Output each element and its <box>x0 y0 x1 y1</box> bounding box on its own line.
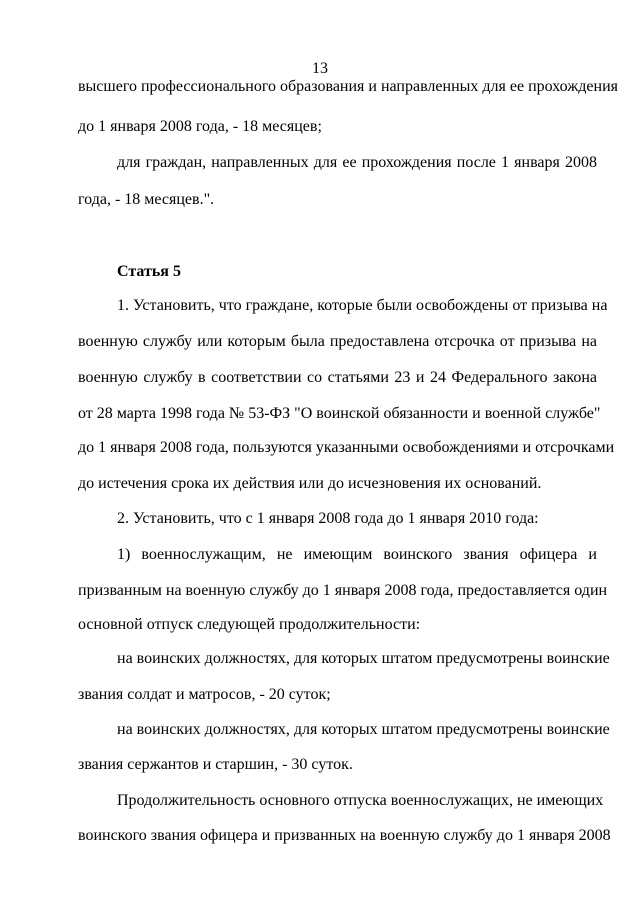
text-line-4: года, - 18 месяцев.". <box>78 191 215 208</box>
text-line-21: воинского звания офицера и призванных на военную службу до 1 января 2008 <box>78 827 611 844</box>
text-line-17: звания солдат и матросов, - 20 суток; <box>78 686 331 703</box>
text-line-9: от 28 марта 1998 года № 53-ФЗ "О воинской обязанности и военной службе" <box>78 405 601 422</box>
text-line-11: до истечения срока их действия или до исчезновения их оснований. <box>78 475 542 492</box>
text-line-13: 1) военнослужащим, не имеющим воинского звания офицера и <box>117 546 597 563</box>
text-line-3: для граждан, направленных для ее прохождения после 1 января 2008 <box>117 154 597 171</box>
text-line-20: Продолжительность основного отпуска военнослужащих, не имеющих <box>117 792 604 809</box>
text-line-7: военную службу или которым была предоставлена отсрочка от призыва на <box>78 333 597 350</box>
text-line-16: на воинских должностях, для которых штатом предусмотрены воинские <box>117 650 610 667</box>
text-line-19: звания сержантов и старшин, - 30 суток. <box>78 756 353 773</box>
text-line-1: высшего профессионального образования и направленных для ее прохождения <box>78 78 619 95</box>
text-line-14: призванным на военную службу до 1 января 2008 года, предоставляется один <box>78 582 608 599</box>
text-line-10: до 1 января 2008 года, пользуются указанными освобождениями и отсрочками <box>78 439 615 456</box>
text-line-6: 1. Установить, что граждане, которые были освобождены от призыва на <box>117 297 608 314</box>
text-line-18: на воинских должностях, для которых штатом предусмотрены воинские <box>117 721 610 738</box>
text-line-12: 2. Установить, что с 1 января 2008 года до 1 января 2010 года: <box>117 510 539 527</box>
text-line-8: военную службу в соответствии со статьями 23 и 24 Федерального закона <box>78 369 597 386</box>
text-line-2: до 1 января 2008 года, - 18 месяцев; <box>78 118 322 135</box>
text-line-15: основной отпуск следующей продолжительности: <box>78 616 421 633</box>
article-heading: Статья 5 <box>117 263 181 280</box>
page-number: 13 <box>312 60 328 77</box>
